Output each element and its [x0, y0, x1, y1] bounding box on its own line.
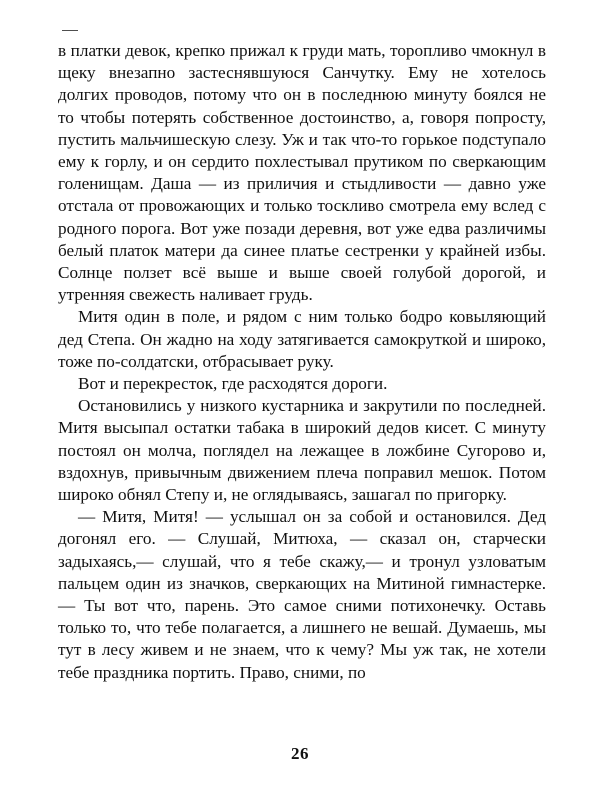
paragraph-1: в платки девок, крепко прижал к груди мать, торопливо чмокнул в щеку внезапно застеснявшуюся Санчутку. Ему не хотелось долгих проводов, потому что он в последнюю минуту боялся не то чтобы потерять собственное достоинство, а, говоря попросту, пустить мальчишескую слезу. Уж и так что-то горькое подступало ему к горлу, и он сердито похлестывал прутиком по сверкающим голенищам. Даша — из приличия и стыдливости — давно уже отстала от провожающих и только тоскливо смотрела ему вслед с родного порога. Вот уже позади деревня, вот уже едва различимы белый платок матери да синее платье сестренки у крайней избы. Солнце ползет всё выше и выше своей голубой дорогой, и утренняя свежесть наливает грудь.: [58, 41, 546, 305]
page-number: 26: [291, 744, 309, 763]
paragraph-2: Митя один в поле, и рядом с ним только бодро ковыляющий дед Степа. Он жадно на ходу затягивается самокруткой и широко, тоже по-солдатски, отбрасывает руку.: [58, 307, 546, 371]
print-mark: [62, 30, 78, 31]
paragraph-4: Остановились у низкого кустарника и закрутили по последней. Митя высыпал остатки табака в широкий дедов кисет. С минуту постоял он молча, поглядел на лежащее в ложбине Сугорово и, вздохнув, привычным движением плеча поправил мешок. Потом широко обнял Степу и, не оглядываясь, зашагал по пригорку.: [58, 396, 546, 505]
body-text: [58, 40, 546, 684]
paragraph-5: — Митя, Митя! — услышал он за собой и остановился. Дед догонял его. — Слушай, Митюха, — сказал он, старчески задыхаясь,— слушай, что я тебе скажу,— и тронул узловатым пальцем один из значков, сверкающих на Митиной гимнастерке. — Ты вот что, парень. Это самое сними потихонечку. Оставь только то, что тебе полагается, а лишнего не вешай. Думаешь, мы тут в лесу живем и не знаем, что к чему? Мы уж так, не хотели тебе праздника портить. Право, сними, по: [58, 507, 546, 682]
paragraph-3: Вот и перекресток, где расходятся дороги.: [78, 374, 388, 394]
